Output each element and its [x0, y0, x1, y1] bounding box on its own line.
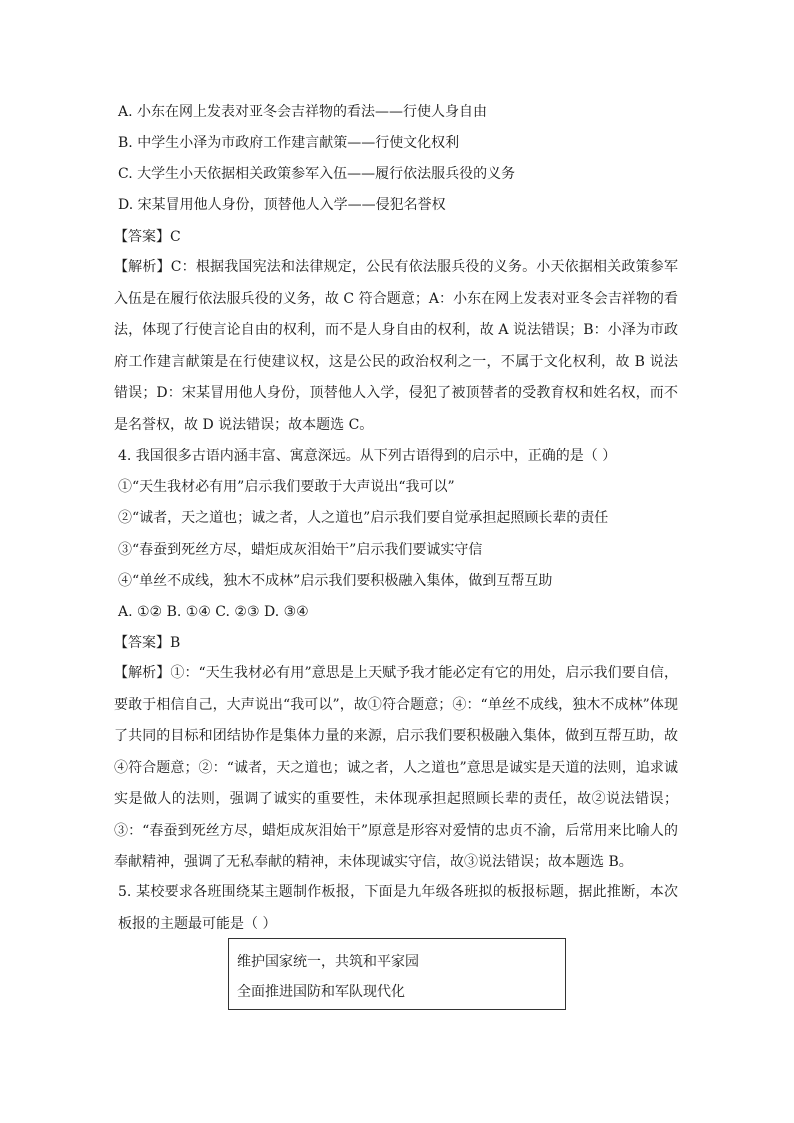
q3-option-a: A. 小东在网上发表对亚冬会吉祥物的看法——行使人身自由	[118, 104, 488, 120]
q4-statement-2: ②“诚者，天之道也；诚之者，人之道也”启示我们要自觉承担起照顾长辈的责任	[118, 510, 609, 526]
q4-statement-3: ③“春蚕到死丝方尽，蜡炬成灰泪始干”启示我们要诚实守信	[118, 542, 483, 558]
q5-banner-title-2: 全面推进国防和军队现代化	[237, 984, 405, 1000]
q4-options: A. ①② B. ①④ C. ②③ D. ③④	[118, 604, 309, 620]
q4-analysis: 【解析】①：“天生我材必有用”意思是上天赋予我才能必定有它的用处，启示我们要自信，要敢于相信自己，大声说出“我可以”，故①符合题意；④：“单丝不成线，独木不成林”体现了共同的目标和团结协作是集体力量的来源，启示我们要积极融入集体，做到互帮互助，故④符合题意；②：“诚者，天之道也；诚之者，人之道也”意思是诚实是天道的法则，追求诚实是做人的法则，强调了诚实的重要性，未体现承担起照顾长辈的责任，故②说法错误；③：“春蚕到死丝方尽，蜡炬成灰泪始干”原意是形容对爱情的忠贞不渝，后常用来比喻人的奉献精神，强调了无私奉献的精神，未体现诚实守信，故③说法错误；故本题选 B。	[114, 665, 678, 870]
q5-banner-title-1: 维护国家统一，共筑和平家园	[237, 954, 419, 970]
q3-analysis: 【解析】C：根据我国宪法和法律规定，公民有依法服兵役的义务。小天依据相关政策参军入伍是在履行依法服兵役的义务，故 C 符合题意；A：小东在网上发表对亚冬会吉祥物的看法，体现了行使言论自由的权利，而不是人身自由的权利，故 A 说法错误；B：小泽为市政府工作建言献策是在行使建议权，这是公民的政治权利之一，不属于文化权利，故 B 说法错误；D：宋某冒用他人身份，顶替他人入学，侵犯了被顶替者的受教育权和姓名权，而不是名誉权，故 D 说法错误；故本题选 C。	[114, 259, 678, 433]
q4-answer: 【答案】B	[114, 635, 181, 651]
q4-statement-4: ④“单丝不成线，独木不成林”启示我们要积极融入集体，做到互帮互助	[118, 573, 553, 589]
q4-statement-1: ①“天生我材必有用”启示我们要敢于大声说出“我可以”	[118, 479, 455, 495]
q3-answer: 【答案】C	[114, 229, 181, 245]
q5-stem: 5. 某校要求各班围绕某主题制作板报，下面是九年级各班拟的板报标题，据此推断，本次板报的主题最可能是（ ）	[118, 884, 678, 932]
q3-option-b: B. 中学生小泽为市政府工作建言献策——行使文化权利	[118, 135, 460, 151]
q3-option-c: C. 大学生小天依据相关政策参军入伍——履行依法服兵役的义务	[118, 166, 516, 182]
q4-stem: 4. 我国很多古语内涵丰富、寓意深远。从下列古语得到的启示中，正确的是（ ）	[118, 448, 617, 464]
q3-option-d: D. 宋某冒用他人身份，顶替他人入学——侵犯名誉权	[118, 197, 446, 213]
q5-banner-box	[228, 938, 566, 1010]
